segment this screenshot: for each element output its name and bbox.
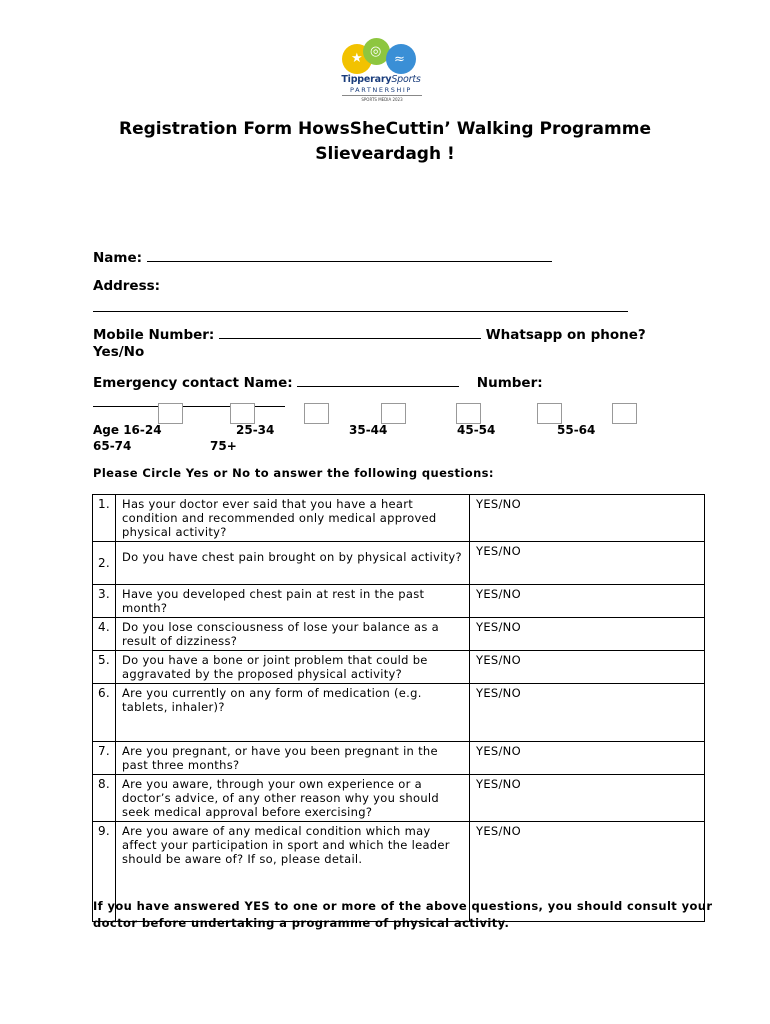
health-questions-table (92, 494, 705, 922)
question-text: Are you pregnant, or have you been pregnant in the past three months? (116, 742, 470, 775)
whatsapp-options[interactable]: Yes/No (93, 344, 145, 360)
age-checkbox-75-plus[interactable] (612, 403, 637, 424)
question-text: Do you have chest pain brought on by physical activity? (116, 542, 470, 585)
table-row (93, 542, 705, 585)
question-number: 1. (93, 495, 116, 542)
question-number: 7. (93, 742, 116, 775)
question-number: 6. (93, 684, 116, 742)
logo-brand-text: TipperarySports (341, 74, 421, 85)
question-text: Do you lose consciousness of lose your balance as a result of dizziness? (116, 618, 470, 651)
question-number: 2. (93, 542, 116, 585)
age-checkbox-16-24[interactable] (158, 403, 183, 424)
age-checkbox-35-44[interactable] (304, 403, 329, 424)
title-line-1: Registration Form HowsSheCuttin’ Walking Programme (118, 119, 651, 139)
answer-yes-no[interactable]: YES/NO (470, 822, 705, 922)
answer-yes-no[interactable]: YES/NO (470, 495, 705, 542)
question-text: Are you aware, through your own experience or a doctor’s advice, of any other reason why you should seek medical approval before exercising? (116, 775, 470, 822)
question-text: Are you aware of any medical condition which may affect your participation in sport and which the leader should be aware of? If so, please detail. (116, 822, 470, 922)
tipperary-sports-logo (336, 38, 426, 102)
mobile-input-line[interactable] (219, 325, 481, 339)
table-row (93, 618, 705, 651)
whatsapp-label: Whatsapp on phone? (485, 327, 646, 343)
table-row (93, 775, 705, 822)
question-number: 4. (93, 618, 116, 651)
age-label-16-24: Age 16-24 (93, 423, 162, 437)
answer-yes-no[interactable]: YES/NO (470, 742, 705, 775)
runner-icon: ★ (342, 44, 372, 74)
question-text: Have you developed chest pain at rest in the past month? (116, 585, 470, 618)
age-label-25-34: 25-34 (236, 423, 275, 437)
question-number: 8. (93, 775, 116, 822)
emergency-number-input-line[interactable] (93, 393, 285, 407)
name-label: Name: (93, 250, 143, 266)
mobile-label: Mobile Number: (93, 327, 215, 343)
emergency-row (93, 373, 543, 392)
emergency-contact-label: Emergency contact Name: (93, 375, 293, 391)
answer-yes-no[interactable]: YES/NO (470, 775, 705, 822)
age-label-65-74: 65-74 (93, 439, 132, 453)
question-text: Has your doctor ever said that you have a heart condition and recommended only medical approved physical activity? (116, 495, 470, 542)
name-input-line[interactable] (147, 248, 552, 262)
age-label-45-54: 45-54 (457, 423, 496, 437)
answer-yes-no[interactable]: YES/NO (470, 684, 705, 742)
name-row (93, 248, 552, 267)
age-label-75-plus: 75+ (210, 439, 237, 453)
table-row (93, 585, 705, 618)
swimmer-icon: ≈ (386, 44, 416, 74)
age-checkbox-55-64[interactable] (456, 403, 481, 424)
age-checkbox-25-34[interactable] (230, 403, 255, 424)
address-label: Address: (93, 278, 161, 294)
question-number: 5. (93, 651, 116, 684)
consult-doctor-notice: If you have answered YES to one or more of the above questions, you should consult your doctor before undertaking a programme of physical activity. (93, 899, 713, 930)
age-checkbox-45-54[interactable] (381, 403, 406, 424)
table-row (93, 684, 705, 742)
instruction-text: Please Circle Yes or No to answer the following questions: (93, 466, 494, 480)
emergency-number-label: Number: (476, 375, 543, 391)
answer-yes-no[interactable]: YES/NO (470, 651, 705, 684)
question-text: Do you have a bone or joint problem that could be aggravated by the proposed physical activity? (116, 651, 470, 684)
cyclist-icon: ◎ (363, 38, 390, 65)
age-label-35-44: 35-44 (349, 423, 388, 437)
answer-yes-no[interactable]: YES/NO (470, 585, 705, 618)
logo-subtitle: PARTNERSHIP (350, 86, 412, 94)
question-number: 9. (93, 822, 116, 922)
title-line-2: Slieveardagh ! (315, 144, 455, 164)
table-row (93, 495, 705, 542)
question-text: Are you currently on any form of medication (e.g. tablets, inhaler)? (116, 684, 470, 742)
mobile-row (93, 325, 646, 344)
logo-tagline: SPORTS MEDIA 2023 (342, 95, 422, 102)
page-title (60, 117, 710, 167)
table-row (93, 742, 705, 775)
answer-yes-no[interactable]: YES/NO (470, 618, 705, 651)
age-label-55-64: 55-64 (557, 423, 596, 437)
table-row (93, 651, 705, 684)
emergency-contact-input-line[interactable] (297, 373, 459, 387)
age-checkbox-65-74[interactable] (537, 403, 562, 424)
answer-yes-no[interactable]: YES/NO (470, 542, 705, 585)
address-input-line[interactable] (93, 297, 628, 312)
question-number: 3. (93, 585, 116, 618)
